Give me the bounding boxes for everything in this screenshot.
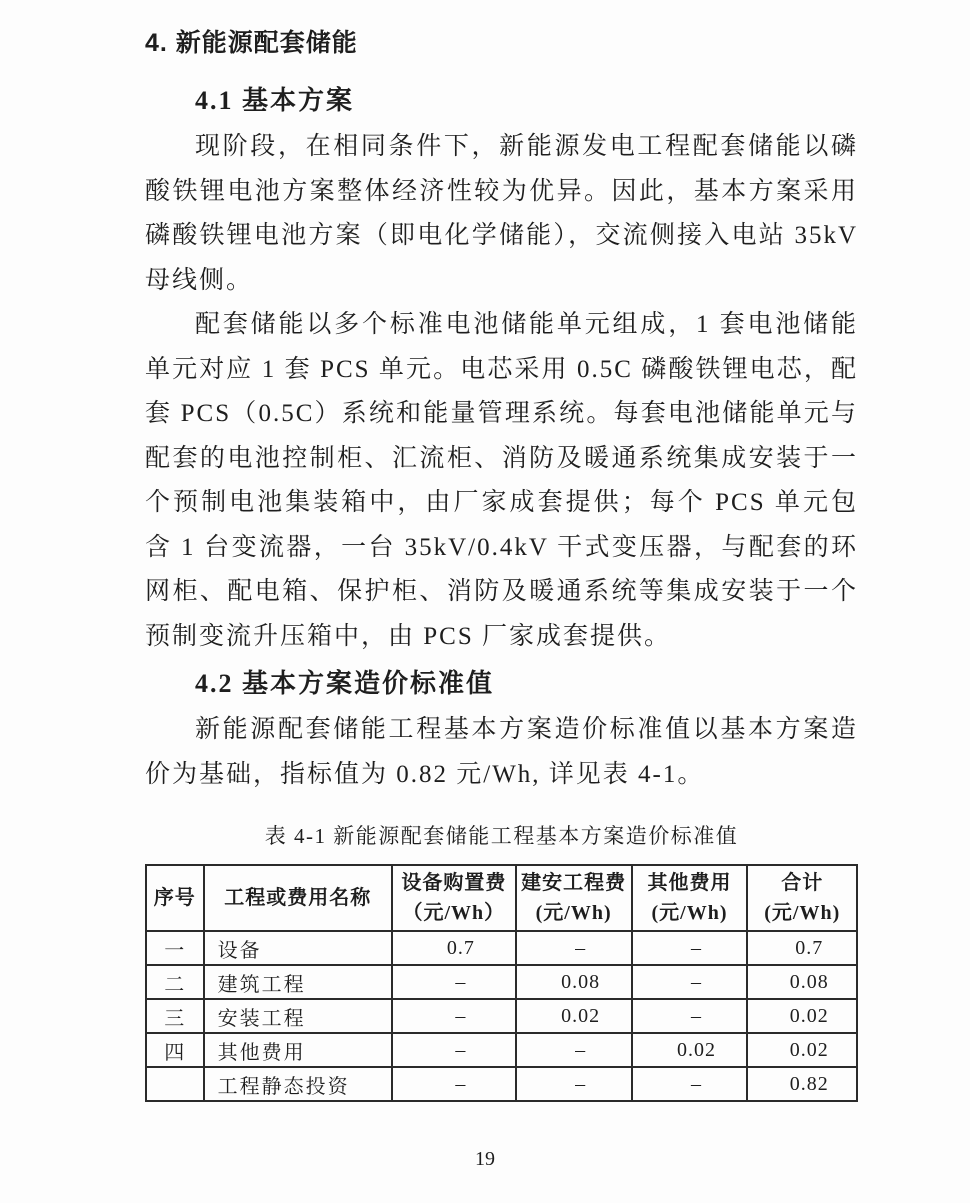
cell-other-cost: – xyxy=(632,965,748,999)
cell-name: 其他费用 xyxy=(204,1033,392,1067)
cell-equipment-cost: – xyxy=(392,1067,516,1101)
cell-seq: 三 xyxy=(146,999,204,1033)
header-equipment-cost-unit: （元/Wh） xyxy=(402,902,506,924)
table-row-static-investment xyxy=(146,1067,857,1101)
cell-other-cost: – xyxy=(632,1067,748,1101)
cell-equipment-cost: – xyxy=(392,999,516,1033)
cell-construction-cost: – xyxy=(516,931,632,965)
header-other-cost xyxy=(632,865,748,931)
subsection-4-2-heading: 4.2 基本方案造价标准值 xyxy=(195,669,495,698)
table-header-row xyxy=(146,865,857,931)
cell-total: 0.7 xyxy=(747,931,857,965)
cell-construction-cost: 0.08 xyxy=(516,965,632,999)
header-total-label: 合计 xyxy=(781,872,824,894)
header-equipment-cost xyxy=(392,865,516,931)
cell-name: 安装工程 xyxy=(204,999,392,1033)
header-seq xyxy=(146,865,204,931)
cell-total: 0.02 xyxy=(747,999,857,1033)
cost-standard-table xyxy=(145,864,858,1102)
cell-total: 0.08 xyxy=(747,965,857,999)
paragraph-basic-scheme-2: 配套储能以多个标准电池储能单元组成，1 套电池储能单元对应 1 套 PCS 单元。电芯采用 0.5C 磷酸铁锂电芯，配套 PCS（0.5C）系统和能量管理系统。每套电池储能单元与配套的电池控制柜、汇流柜、消防及暖通系统集成安装于一个预制电池集装箱中，由厂家成套提供；每个 PCS 单元包含 1 台变流器，一台 35kV/0.4kV 干式变压器，与配套的环网柜、配电箱、保护柜、消防及暖通系统等集成安装于一个预制变流升压箱中，由 PCS 厂家成套提供。 xyxy=(145,311,858,650)
cell-equipment-cost: – xyxy=(392,1033,516,1067)
header-construction-cost-label: 建安工程费 xyxy=(521,872,627,894)
cell-seq: 四 xyxy=(146,1033,204,1067)
table-row-equipment xyxy=(146,931,857,965)
cell-other-cost: – xyxy=(632,931,748,965)
cell-name: 建筑工程 xyxy=(204,965,392,999)
cell-construction-cost: – xyxy=(516,1033,632,1067)
cell-total: 0.02 xyxy=(747,1033,857,1067)
header-name-label: 工程或费用名称 xyxy=(224,887,372,909)
header-name xyxy=(204,865,392,931)
cell-seq: 一 xyxy=(146,931,204,965)
cell-total: 0.82 xyxy=(747,1067,857,1101)
page-number: 19 xyxy=(475,1148,495,1170)
table-row-building-works xyxy=(146,965,857,999)
table-row-other-fees xyxy=(146,1033,857,1067)
header-total xyxy=(747,865,857,931)
header-total-unit: (元/Wh) xyxy=(764,902,841,924)
cell-seq xyxy=(146,1067,204,1101)
table-row-installation-works xyxy=(146,999,857,1033)
cell-other-cost: – xyxy=(632,999,748,1033)
header-construction-cost-unit: (元/Wh) xyxy=(535,902,612,924)
section-heading: 4. 新能源配套储能 xyxy=(145,29,358,57)
cell-seq: 二 xyxy=(146,965,204,999)
cell-name: 设备 xyxy=(204,931,392,965)
header-equipment-cost-label: 设备购置费 xyxy=(401,872,507,894)
cell-equipment-cost: 0.7 xyxy=(392,931,516,965)
header-other-cost-unit: (元/Wh) xyxy=(651,902,728,924)
cell-other-cost: 0.02 xyxy=(632,1033,748,1067)
subsection-4-1-heading: 4.1 基本方案 xyxy=(195,86,355,115)
cell-construction-cost: – xyxy=(516,1067,632,1101)
paragraph-cost-standard: 新能源配套储能工程基本方案造价标准值以基本方案造价为基础，指标值为 0.82 元/Wh, 详见表 4-1。 xyxy=(145,716,858,788)
paragraph-basic-scheme-1: 现阶段，在相同条件下，新能源发电工程配套储能以磷酸铁锂电池方案整体经济性较为优异。因此，基本方案采用磷酸铁锂电池方案（即电化学储能），交流侧接入电站 35kV 母线侧。 xyxy=(145,133,858,294)
cell-name: 工程静态投资 xyxy=(204,1067,392,1101)
cell-construction-cost: 0.02 xyxy=(516,999,632,1033)
header-other-cost-label: 其他费用 xyxy=(647,872,732,894)
cell-equipment-cost: – xyxy=(392,965,516,999)
table-caption: 表 4-1 新能源配套储能工程基本方案造价标准值 xyxy=(264,824,739,848)
header-seq-label: 序号 xyxy=(153,887,196,909)
header-construction-cost xyxy=(516,865,632,931)
